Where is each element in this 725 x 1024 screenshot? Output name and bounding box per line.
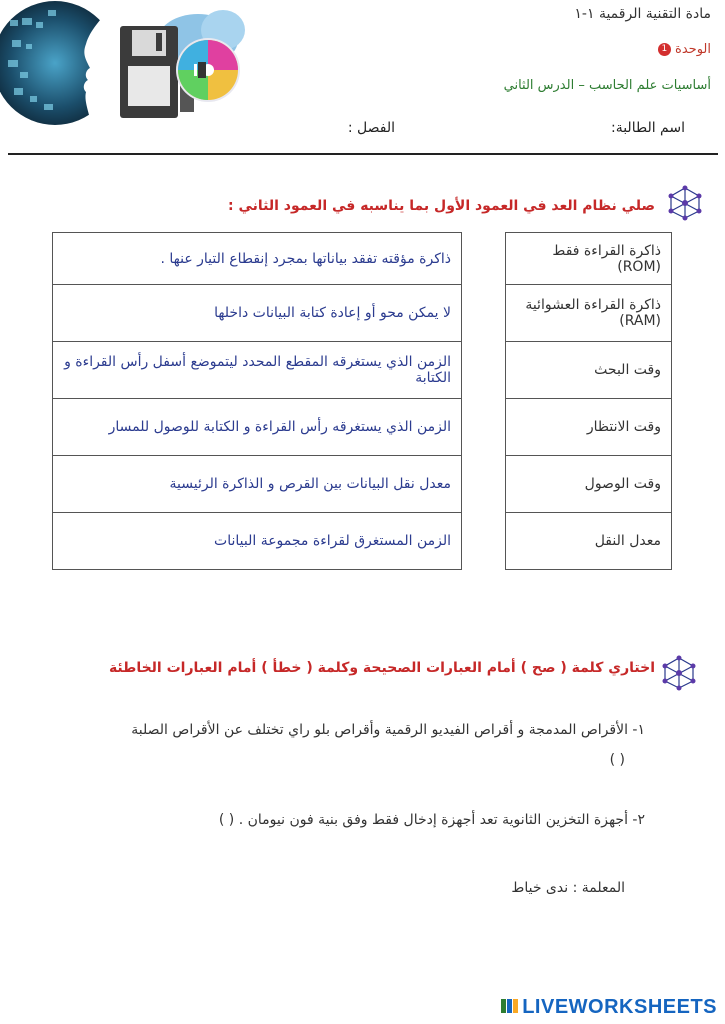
teacher-name: المعلمة : ندى خياط <box>511 880 625 896</box>
network-icon <box>667 185 703 221</box>
digital-face-image <box>0 0 118 126</box>
logo-text: LIVEWORKSHEETS <box>522 996 717 1018</box>
term-cell[interactable]: ذاكرة القراءة فقط (ROM) <box>506 233 672 285</box>
lesson-title: أساسيات علم الحاسب – الدرس الثاني <box>503 78 711 93</box>
liveworksheets-icon <box>501 997 519 1015</box>
term-cell[interactable]: معدل النقل <box>506 513 672 570</box>
definition-cell[interactable]: لا يمكن محو أو إعادة كتابة البيانات داخلها <box>53 285 462 342</box>
definition-cell[interactable]: الزمن المستغرق لقراءة مجموعة البيانات <box>53 513 462 570</box>
question-2: ٢- أجهزة التخزين الثانوية تعد أجهزة إدخال فقط وفق بنية فون نيومان . ( ) <box>218 812 645 828</box>
subject-title: مادة التقنية الرقمية ١-١ <box>574 6 711 22</box>
unit-number-badge: 1 <box>658 43 671 56</box>
class-label: الفصل : <box>347 120 395 136</box>
network-icon <box>661 655 697 691</box>
term-cell[interactable]: وقت البحث <box>506 342 672 399</box>
section-1-title: صلي نظام العد في العمود الأول بما يناسبه في العمود الثاني : <box>228 198 655 214</box>
term-cell[interactable]: ذاكرة القراءة العشوائية (RAM) <box>506 285 672 342</box>
student-name-label: اسم الطالبة: <box>610 120 685 136</box>
definition-cell[interactable]: الزمن الذي يستغرقه رأس القراءة و الكتابة للوصول للمسار <box>53 399 462 456</box>
unit-label <box>654 42 711 57</box>
definitions-table <box>52 232 462 570</box>
definition-cell[interactable]: ذاكرة مؤقته تفقد بياناتها بمجرد إنقطاع التيار عنها . <box>53 233 462 285</box>
unit-text: الوحدة <box>675 42 711 57</box>
definition-cell[interactable]: الزمن الذي يستغرقه المقطع المحدد ليتموضع أسفل رأس القراءة و الكتابة <box>53 342 462 399</box>
question-1: ١- الأقراص المدمجة و أقراص الفيديو الرقمية وأقراص بلو راي تختلف عن الأقراص الصلبة <box>131 722 645 738</box>
header-divider <box>8 153 718 155</box>
section-2-title: اختاري كلمة ( صح ) أمام العبارات الصحيحة وكلمة ( خطأ ) أمام العبارات الخاطئة <box>108 660 655 676</box>
liveworksheets-logo <box>501 996 717 1019</box>
terms-table <box>505 232 672 570</box>
definition-cell[interactable]: معدل نقل البيانات بين القرص و الذاكرة الرئيسية <box>53 456 462 513</box>
question-1-answer-blank[interactable]: ( ) <box>609 752 625 768</box>
term-cell[interactable]: وقت الانتظار <box>506 399 672 456</box>
term-cell[interactable]: وقت الوصول <box>506 456 672 513</box>
computer-storage-image <box>118 0 248 126</box>
